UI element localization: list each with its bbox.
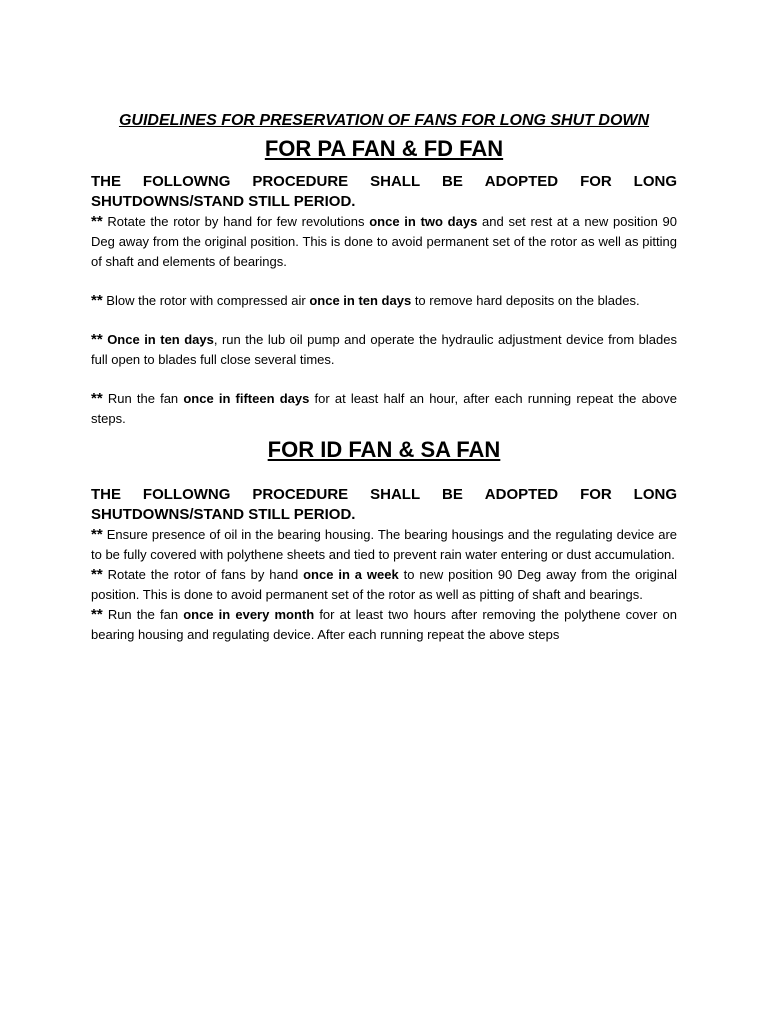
bullet-marker: ** (91, 331, 103, 348)
step-text: for at least half an hour, after each running repeat the above steps. (91, 391, 677, 426)
intro-word: LONG (633, 173, 677, 190)
intro-word: SHALL (370, 486, 421, 503)
intro-word: ADOPTED (484, 173, 559, 190)
procedure-step (91, 605, 677, 645)
bullet-marker: ** (91, 566, 103, 583)
intro-line-2: SHUTDOWNS/STAND STILL PERIOD. (91, 506, 356, 523)
step-text: , run the lub oil pump and operate the hydraulic adjustment device from blades full open to blades full close several times. (91, 332, 677, 367)
bullet-marker: ** (91, 606, 103, 623)
intro-word: BE (442, 486, 463, 503)
step-text: Blow the rotor with compressed air (102, 293, 310, 308)
intro-word: BE (442, 173, 463, 190)
step-text: and set rest at a new position 90 Deg away from the original position. This is done to avoid permanent set of the rotor as well as pitting of shaft and elements of bearings. (91, 214, 677, 269)
spacer (91, 370, 677, 389)
step-text: for at least two hours after removing the polythene cover on bearing housing and regulating device. After each running repeat the above steps (91, 607, 678, 642)
step-text: Ensure presence of oil in the bearing housing. The bearing housings and the regulating device are to be fully covered with polythene sheets and tied to prevent rain water entering or dust accumulation. (91, 527, 677, 562)
section-title-pa-fd: FOR PA FAN & FD FAN (264, 136, 504, 161)
step-frequency: Once in ten days (107, 332, 214, 347)
intro-line-1 (91, 485, 677, 505)
section-intro-id-sa (91, 485, 677, 525)
intro-word: FOLLOWNG (142, 173, 231, 190)
bullet-marker: ** (91, 213, 103, 230)
intro-word: PROCEDURE (252, 173, 349, 190)
step-text: Run the fan (102, 607, 184, 622)
spacer (91, 272, 677, 291)
step-text: Run the fan (102, 391, 184, 406)
step-frequency: once in fifteen days (183, 391, 310, 406)
procedure-step (91, 291, 677, 311)
intro-word: THE (91, 486, 121, 503)
step-frequency: once in ten days (309, 293, 412, 308)
step-frequency: once in a week (303, 567, 399, 582)
intro-word: LONG (633, 486, 677, 503)
intro-word: SHALL (370, 173, 421, 190)
procedure-step (91, 389, 677, 429)
section-intro-pa-fd (91, 172, 677, 212)
document-title: GUIDELINES FOR PRESERVATION OF FANS FOR LONG SHUT DOWN (118, 112, 650, 129)
intro-word: ADOPTED (484, 486, 559, 503)
intro-line-2: SHUTDOWNS/STAND STILL PERIOD. (91, 193, 356, 210)
step-text: Rotate the rotor by hand for few revolutions (102, 214, 370, 229)
procedure-step (91, 330, 677, 370)
intro-word: THE (91, 173, 121, 190)
step-text: to remove hard deposits on the blades. (411, 293, 640, 308)
intro-word: FOR (580, 486, 612, 503)
bullet-marker: ** (91, 526, 103, 543)
step-text: Rotate the rotor of fans by hand (102, 567, 304, 582)
section-title-id-sa: FOR ID FAN & SA FAN (267, 437, 501, 462)
intro-line-1 (91, 172, 677, 192)
step-text: to new position 90 Deg away from the original position. This is done to avoid permanent set of the rotor as well as pitting of shaft and bearings. (91, 567, 678, 602)
procedure-step (91, 565, 677, 605)
step-frequency: once in every month (183, 607, 315, 622)
intro-word: FOR (580, 173, 612, 190)
bullet-marker: ** (91, 292, 103, 309)
step-frequency: once in two days (369, 214, 478, 229)
intro-word: FOLLOWNG (142, 486, 231, 503)
procedure-step (91, 525, 677, 565)
spacer (91, 311, 677, 330)
intro-word: PROCEDURE (252, 486, 349, 503)
document-page (91, 110, 677, 645)
bullet-marker: ** (91, 390, 103, 407)
procedure-step (91, 212, 677, 272)
